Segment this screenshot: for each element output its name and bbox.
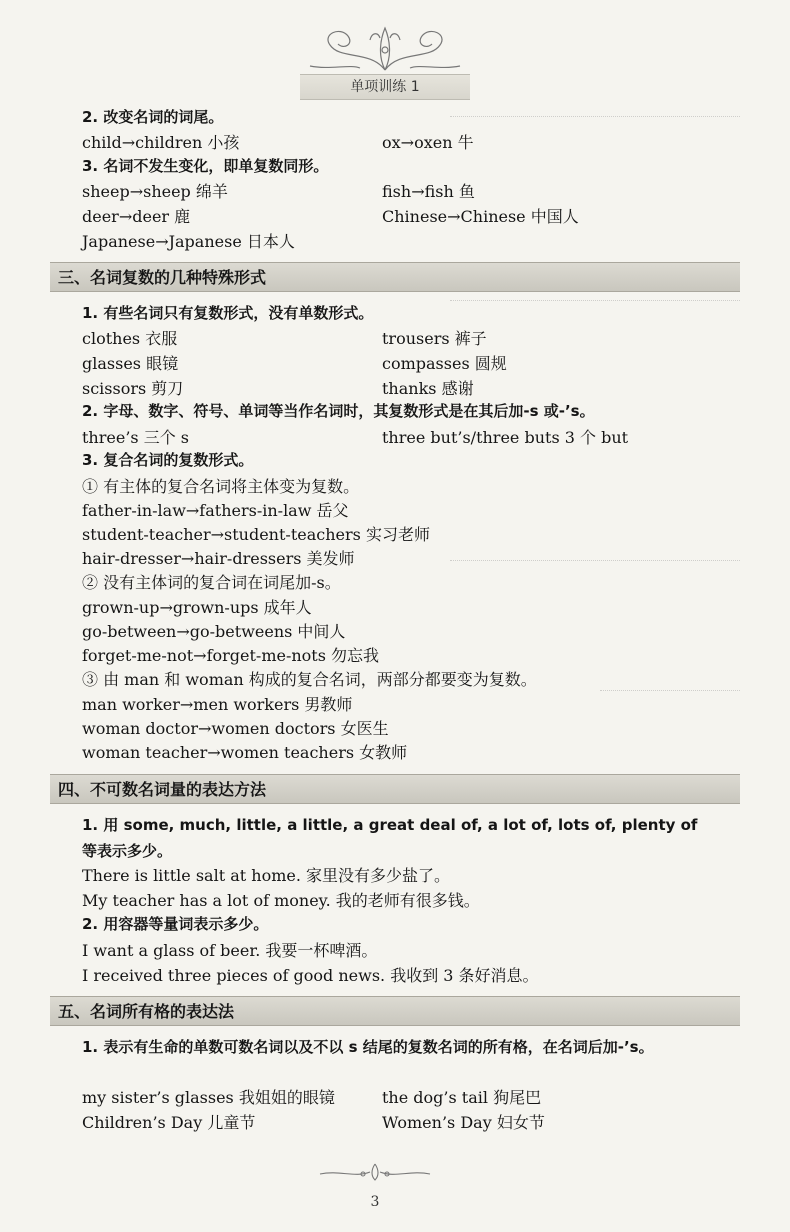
example-line: My teacher has a lot of money. 我的老师有很多钱。 — [82, 891, 480, 910]
example-right: trousers 裤子 — [382, 329, 487, 348]
example-row — [82, 130, 722, 154]
example-line: father-in-law→fathers-in-law 岳父 — [82, 501, 349, 520]
example-row — [82, 1110, 722, 1134]
heading-1-possessive: 1. 表示有生命的单数可数名词以及不以 s 结尾的复数名词的所有格，在名词后加-’s。 — [82, 1038, 654, 1056]
example-left: three’s 三个 s — [82, 428, 190, 447]
header-title: 单项训练 1 — [300, 74, 470, 100]
example-line: go-between→go-betweens 中间人 — [82, 622, 346, 641]
example-left: sheep→sheep 绵羊 — [82, 182, 228, 201]
example-line: man worker→men workers 男教师 — [82, 695, 353, 714]
example-row — [82, 1085, 722, 1109]
example-row — [82, 229, 722, 253]
example-row — [82, 179, 722, 203]
heading-1-quantifiers: 1. 用 some, much, little, a little, a great deal of, a lot of, lots of, plenty of 等表示多少。 — [82, 816, 698, 860]
example-line: There is little salt at home. 家里没有多少盐了。 — [82, 866, 451, 885]
example-line: I want a glass of beer. 我要一杯啤酒。 — [82, 941, 378, 960]
example-left: glasses 眼镜 — [82, 354, 179, 373]
example-line: woman teacher→women teachers 女教师 — [82, 743, 408, 762]
example-right: ox→oxen 牛 — [382, 133, 474, 152]
example-left: my sister’s glasses 我姐姐的眼镜 — [82, 1088, 335, 1107]
example-left: Children’s Day 儿童节 — [82, 1113, 256, 1132]
rule-circle-3: ③ 由 man 和 woman 构成的复合名词，两部分都要变为复数。 — [82, 670, 537, 689]
footer-ornament-icon — [315, 1160, 435, 1184]
heading-3-same-form: 3. 名词不发生变化，即单复数同形。 — [82, 157, 329, 175]
header-ornament-icon — [300, 20, 470, 76]
heading-2-change-ending: 2. 改变名词的词尾。 — [82, 108, 224, 126]
example-left: deer→deer 鹿 — [82, 207, 191, 226]
rule-circle-2: ② 没有主体词的复合词在词尾加-s。 — [82, 573, 341, 592]
section-title-uncountable: 四、不可数名词量的表达方法 — [50, 774, 740, 804]
example-right: the dog’s tail 狗尾巴 — [382, 1088, 542, 1107]
example-left: Japanese→Japanese 日本人 — [82, 232, 295, 251]
example-line: woman doctor→women doctors 女医生 — [82, 719, 389, 738]
page-number: 3 — [370, 1194, 380, 1210]
section-title-possessive: 五、名词所有格的表达法 — [50, 996, 740, 1026]
heading-2-containers: 2. 用容器等量词表示多少。 — [82, 915, 269, 933]
heading-1-plural-only: 1. 有些名词只有复数形式，没有单数形式。 — [82, 304, 374, 322]
example-row — [82, 204, 722, 228]
example-left: child→children 小孩 — [82, 133, 240, 152]
rule-circle-1: ① 有主体的复合名词将主体变为复数。 — [82, 477, 360, 496]
example-line: forget-me-not→forget-me-nots 勿忘我 — [82, 646, 380, 665]
example-line: grown-up→grown-ups 成年人 — [82, 598, 312, 617]
example-row — [82, 425, 722, 449]
example-left: clothes 衣服 — [82, 329, 178, 348]
example-row — [82, 376, 722, 400]
heading-3-compound: 3. 复合名词的复数形式。 — [82, 451, 254, 469]
example-right: fish→fish 鱼 — [382, 182, 475, 201]
example-right: thanks 感谢 — [382, 379, 474, 398]
example-line: student-teacher→student-teachers 实习老师 — [82, 525, 430, 544]
heading-2-letters-numbers: 2. 字母、数字、符号、单词等当作名词时，其复数形式是在其后加-s 或-’s。 — [82, 402, 595, 420]
example-right: compasses 圆规 — [382, 354, 507, 373]
example-line: hair-dresser→hair-dressers 美发师 — [82, 549, 355, 568]
example-row — [82, 326, 722, 350]
section-title-plural-special: 三、名词复数的几种特殊形式 — [50, 262, 740, 292]
example-right: three but’s/three buts 3 个 but — [382, 428, 629, 447]
example-row — [82, 351, 722, 375]
example-left: scissors 剪刀 — [82, 379, 184, 398]
example-right: Chinese→Chinese 中国人 — [382, 207, 579, 226]
example-right: Women’s Day 妇女节 — [382, 1113, 545, 1132]
example-line: I received three pieces of good news. 我收到 3 条好消息。 — [82, 966, 539, 985]
